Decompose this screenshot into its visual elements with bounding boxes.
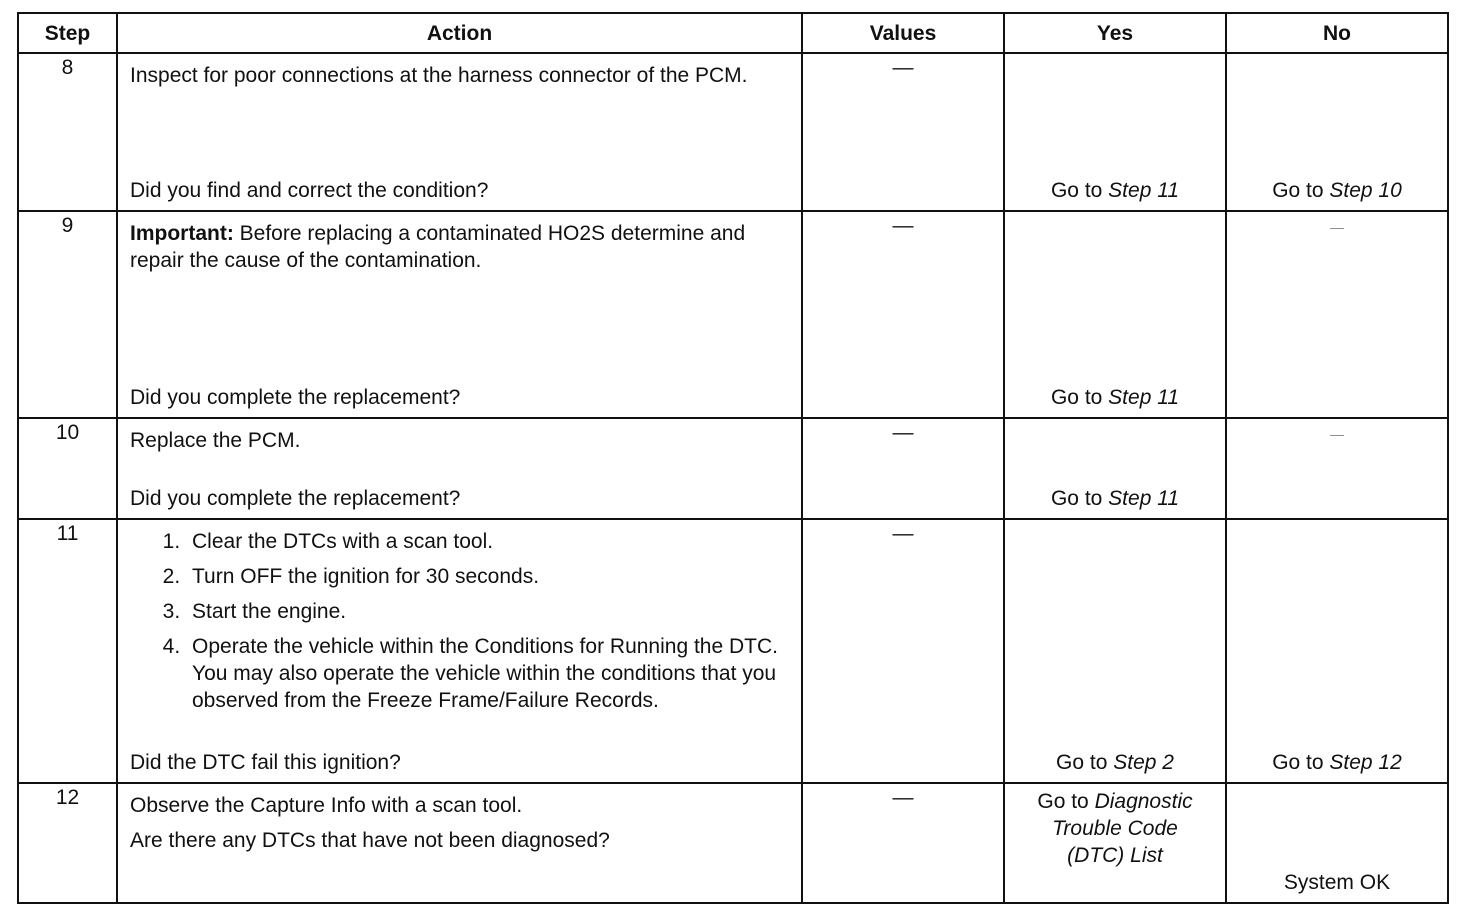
table-row (18, 418, 1448, 519)
no-value-dash: — (1330, 219, 1344, 235)
table-row (18, 53, 1448, 211)
value-dash: — (892, 214, 914, 237)
action-cell (117, 211, 802, 418)
yes-link[interactable] (1051, 177, 1179, 204)
header-action: Action (117, 13, 802, 53)
no-cell (1226, 211, 1448, 418)
procedure-list (130, 528, 789, 722)
yes-link[interactable] (1051, 384, 1179, 411)
no-link[interactable] (1272, 749, 1402, 776)
values-cell (802, 783, 1004, 903)
no-link[interactable] (1272, 177, 1402, 204)
no-step-ref[interactable]: Step 12 (1329, 751, 1402, 774)
table-row (18, 519, 1448, 783)
table-row (18, 783, 1448, 903)
yes-prefix: Go to (1050, 487, 1109, 510)
step-number: 10 (18, 418, 117, 519)
no-prefix: Go to (1272, 179, 1330, 202)
action-text: Inspect for poor connections at the harness connector of the PCM. (130, 64, 748, 87)
no-cell[interactable] (1226, 53, 1448, 211)
action-text: Observe the Capture Info with a scan tool. (130, 794, 523, 817)
no-prefix: Go to (1272, 751, 1330, 774)
important-note (130, 220, 789, 274)
header-values: Values (802, 13, 1004, 53)
yes-step-ref[interactable]: Step 11 (1108, 386, 1180, 409)
yes-link[interactable] (1051, 485, 1179, 512)
action-cell (117, 53, 802, 211)
yes-cell[interactable] (1004, 783, 1226, 903)
values-cell (802, 211, 1004, 418)
important-text: Before replacing a contaminated HO2S determine and repair the cause of the contamination. (130, 222, 746, 272)
action-question: Did the DTC fail this ignition? (130, 751, 401, 774)
table-row (18, 211, 1448, 418)
list-item: 1. Clear the DTCs with a scan tool. (186, 528, 789, 555)
yes-cell[interactable] (1004, 418, 1226, 519)
yes-dtc-list-ref[interactable]: Diagnostic Trouble Code (DTC) List (1052, 790, 1193, 867)
action-question: Are there any DTCs that have not been diagnosed? (130, 829, 610, 852)
no-cell (1226, 783, 1448, 903)
yes-cell[interactable] (1004, 211, 1226, 418)
yes-link[interactable] (1035, 788, 1195, 869)
list-item: 3. Start the engine. (186, 598, 789, 625)
yes-step-ref[interactable]: Step 11 (1108, 487, 1180, 510)
yes-cell[interactable] (1004, 53, 1226, 211)
values-cell (802, 418, 1004, 519)
diagnostic-table (17, 12, 1449, 904)
action-question: Did you find and correct the condition? (130, 179, 489, 202)
yes-step-ref[interactable]: Step 11 (1108, 179, 1180, 202)
header-row (18, 13, 1448, 53)
yes-link[interactable] (1056, 749, 1174, 776)
header-yes: Yes (1004, 13, 1226, 53)
step-number: 11 (18, 519, 117, 783)
no-result-text: System OK (1283, 871, 1391, 894)
action-question: Did you complete the replacement? (130, 386, 461, 409)
no-value-dash: — (1330, 426, 1344, 442)
values-cell (802, 53, 1004, 211)
header-step: Step (18, 13, 117, 53)
yes-prefix: Go to (1050, 386, 1109, 409)
yes-cell[interactable] (1004, 519, 1226, 783)
yes-prefix: Go to (1037, 790, 1095, 813)
value-dash: — (892, 522, 914, 545)
header-no: No (1226, 13, 1448, 53)
value-dash: — (892, 786, 914, 809)
step-number: 9 (18, 211, 117, 418)
important-label: Important: (130, 222, 234, 245)
yes-prefix: Go to (1056, 751, 1114, 774)
yes-step-ref[interactable]: Step 2 (1113, 751, 1174, 774)
action-cell (117, 418, 802, 519)
yes-prefix: Go to (1050, 179, 1109, 202)
action-cell (117, 783, 802, 903)
action-question: Did you complete the replacement? (130, 487, 461, 510)
action-text: Replace the PCM. (130, 429, 301, 452)
action-cell (117, 519, 802, 783)
step-number: 12 (18, 783, 117, 903)
list-item: 2. Turn OFF the ignition for 30 seconds. (186, 563, 789, 590)
no-cell[interactable] (1226, 519, 1448, 783)
no-cell (1226, 418, 1448, 519)
values-cell (802, 519, 1004, 783)
value-dash: — (892, 56, 914, 79)
list-item: 4. Operate the vehicle within the Conditions for Running the DTC. You may also operate the vehicle within the conditions that you observed from the Freeze Frame/Failure Records. (186, 633, 789, 714)
value-dash: — (892, 421, 914, 444)
no-step-ref[interactable]: Step 10 (1329, 179, 1402, 202)
step-number: 8 (18, 53, 117, 211)
